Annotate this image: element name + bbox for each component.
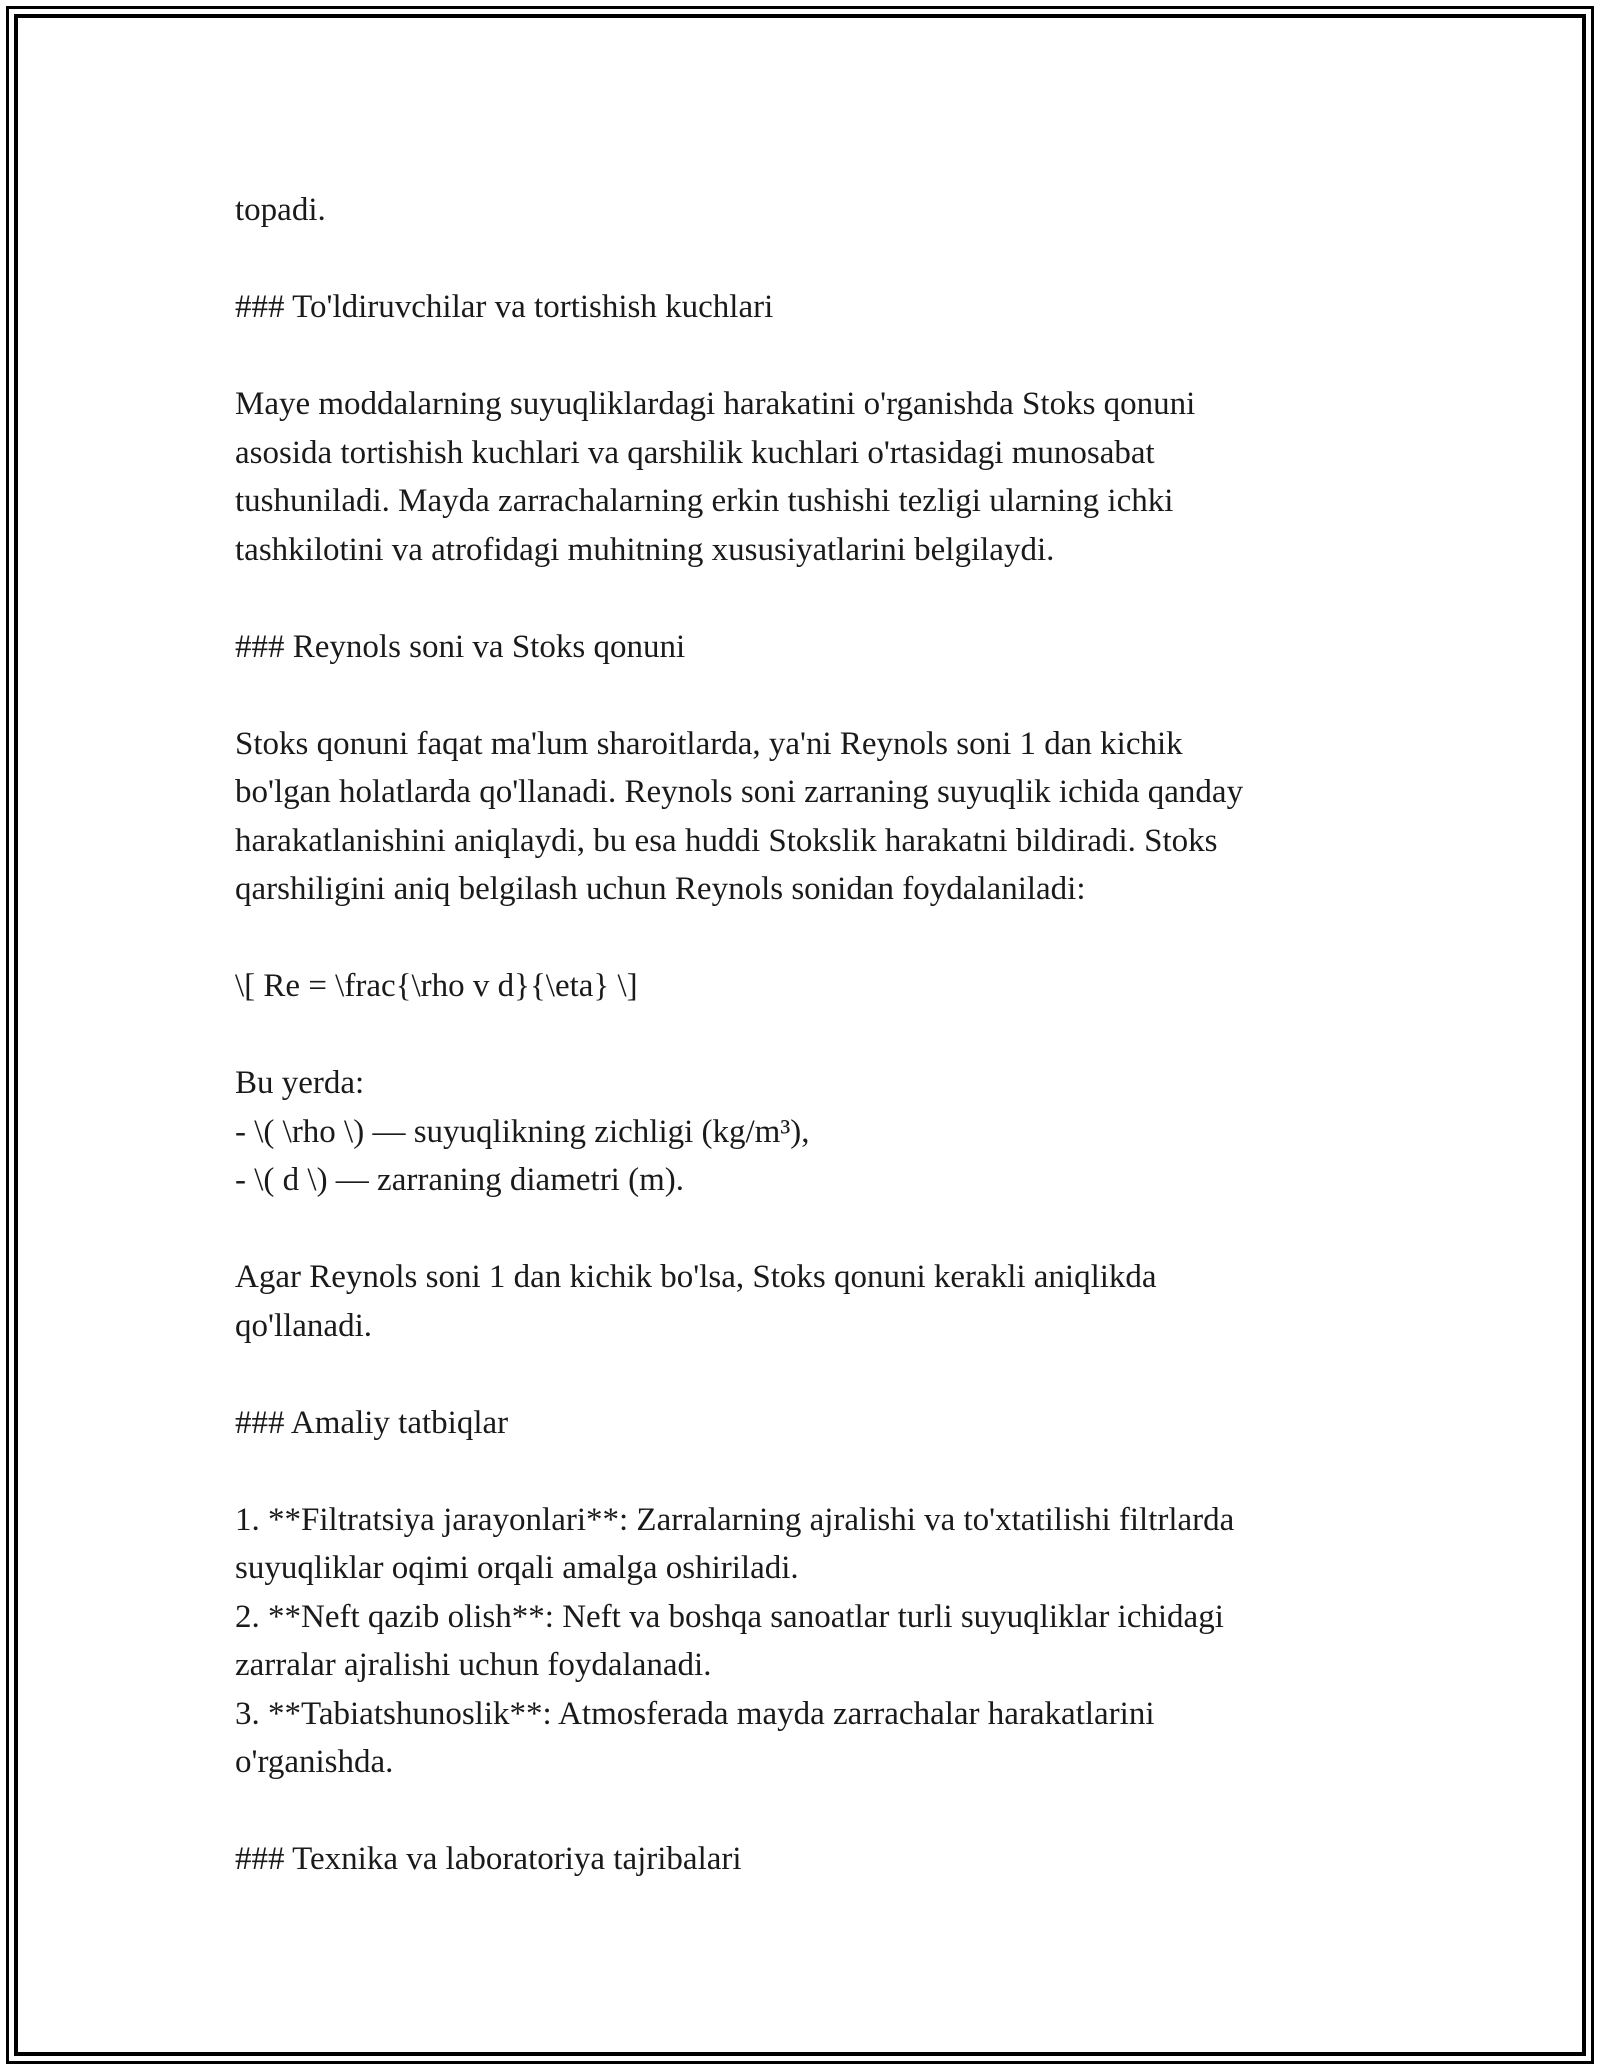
paragraph-line: Stoks qonuni faqat ma'lum sharoitlarda, ya'ni Reynols soni 1 dan kichik xyxy=(235,725,1183,762)
formula-line: \[ Re = \frac{\rho v d}{\eta} \] xyxy=(235,968,638,1004)
paragraph-line: bo'lgan holatlarda qo'llanadi. Reynols soni zarraning suyuqlik ichida qanday xyxy=(235,774,1244,810)
blank-line xyxy=(235,1447,1385,1496)
section-heading: ### Texnika va laboratoriya tajribalari xyxy=(235,1841,742,1877)
text-line: topadi. xyxy=(235,192,326,228)
list-item: zarralar ajralishi uchun foydalanadi. xyxy=(235,1647,712,1683)
blank-line xyxy=(235,1011,1385,1060)
blank-line xyxy=(235,671,1385,720)
section-heading: ### To'ldiruvchilar va tortishish kuchlari xyxy=(235,289,774,325)
list-item: suyuqliklar oqimi orqali amalga oshiriladi. xyxy=(235,1550,799,1586)
section-heading: ### Amaliy tatbiqlar xyxy=(235,1404,509,1441)
paragraph-line: tushuniladi. Mayda zarrachalarning erkin tushishi tezligi ularning ichki xyxy=(235,483,1174,519)
list-item: 1. **Filtratsiya jarayonlari**: Zarralarning ajralishi va to'xtatilishi filtrlarda xyxy=(235,1501,1235,1538)
blank-line xyxy=(235,1787,1385,1836)
blank-line xyxy=(235,235,1385,284)
paragraph-line: Agar Reynols soni 1 dan kichik bo'lsa, Stoks qonuni kerakli aniqlikda xyxy=(235,1259,1157,1295)
blank-line xyxy=(235,1350,1385,1399)
blank-line xyxy=(235,914,1385,963)
paragraph-line: Maye moddalarning suyuqliklardagi harakatini o'rganishda Stoks qonuni xyxy=(235,386,1196,422)
paragraph-line: qo'llanadi. xyxy=(235,1307,372,1344)
document-body xyxy=(235,186,1385,1884)
list-item: 2. **Neft qazib olish**: Neft va boshqa sanoatlar turli suyuqliklar ichidagi xyxy=(235,1598,1224,1635)
list-item: - \( d \) — zarraning diametri (m). xyxy=(235,1162,684,1198)
paragraph-line: Bu yerda: xyxy=(235,1065,365,1101)
list-item: 3. **Tabiatshunoslik**: Atmosferada mayda zarrachalar harakatlarini xyxy=(235,1695,1155,1732)
blank-line xyxy=(235,332,1385,381)
blank-line xyxy=(235,574,1385,623)
section-heading: ### Reynols soni va Stoks qonuni xyxy=(235,628,686,665)
paragraph-line: harakatlanishini aniqlaydi, bu esa huddi Stokslik harakatni bildiradi. Stoks xyxy=(235,822,1218,859)
blank-line xyxy=(235,1205,1385,1254)
list-item: o'rganishda. xyxy=(235,1744,394,1780)
list-item: - \( \rho \) — suyuqlikning zichligi (kg/m³), xyxy=(235,1113,810,1150)
paragraph-line: qarshiligini aniq belgilash uchun Reynols sonidan foydalaniladi: xyxy=(235,871,1086,907)
paragraph-line: tashkilotini va atrofidagi muhitning xususiyatlarini belgilaydi. xyxy=(235,531,1055,568)
paragraph-line: asosida tortishish kuchlari va qarshilik kuchlari o'rtasidagi munosabat xyxy=(235,434,1155,471)
